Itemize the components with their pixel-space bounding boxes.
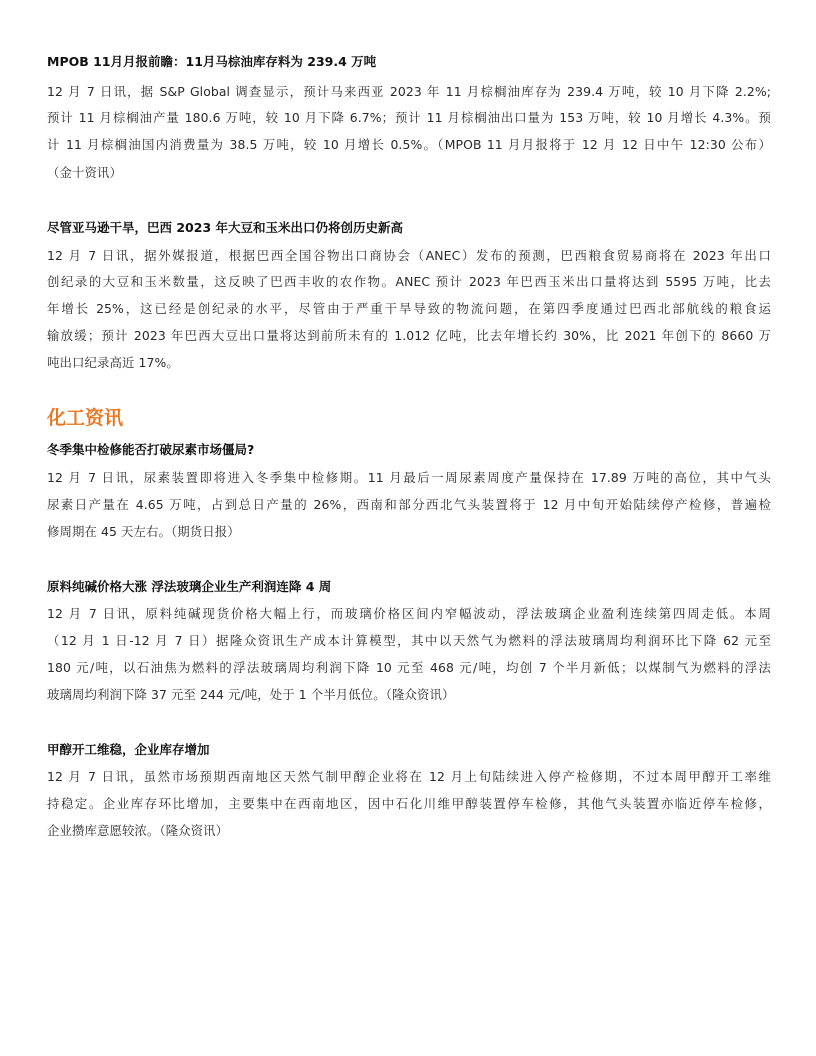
- article-line: 输放缓；预计 2023 年巴西大豆出口量将达到前所未有的 1.012 亿吨，比去年增长约 30%，比 2021 年创下的 8660 万: [47, 328, 771, 343]
- article-line: 12 月 7 日讯，虽然市场预期西南地区天然气制甲醇企业将在 12 月上旬陆续进入停产检修期，不过本周甲醇开工率维: [47, 769, 771, 784]
- section-title-chemical: 化工资讯: [47, 407, 124, 429]
- article-title-mpob: MPOB 11月月报前瞻：11月马棕油库存料为 239.4 万吨: [47, 54, 377, 69]
- article-line: 计 11 月棕榈油国内消费量为 38.5 万吨，较 10 月增长 0.5%。（MPOB 11 月月报将于 12 月 12 日中午 12:30 公布）: [47, 137, 771, 152]
- article-line: 12 月 7 日讯，据 S&P Global 调查显示，预计马来西亚 2023 年 11 月棕榈油库存为 239.4 万吨，较 10 月下降 2.2%;: [47, 84, 771, 99]
- article-line: 年增长 25%，这已经是创纪录的水平，尽管由于严重干旱导致的物流问题，在第四季度通过巴西北部航线的粮食运: [47, 301, 771, 316]
- article-title-urea: 冬季集中检修能否打破尿素市场僵局?: [47, 442, 255, 457]
- article-line: 创纪录的大豆和玉米数量，这反映了巴西丰收的农作物。ANEC 预计 2023 年巴西玉米出口量将达到 5595 万吨，比去: [47, 274, 771, 289]
- article-line: 玻璃周均利润下降 37 元至 244 元/吨，处于 1 个半月低位。（隆众资讯）: [47, 687, 455, 702]
- article-line: 修周期在 45 天左右。（期货日报）: [47, 524, 240, 539]
- article-line: 12 月 7 日讯，尿素装置即将进入冬季集中检修期。11 月最后一周尿素周度产量保持在 17.89 万吨的高位，其中气头: [47, 470, 771, 485]
- article-line: 180 元/吨，以石油焦为燃料的浮法玻璃周均利润下降 10 元至 468 元/吨，均创 7 个半月新低；以煤制气为燃料的浮法: [47, 660, 771, 675]
- article-title-methanol: 甲醇开工维稳，企业库存增加: [47, 742, 210, 757]
- article-line: 12 月 7 日讯，据外媒报道，根据巴西全国谷物出口商协会（ANEC）发布的预测，巴西粮食贸易商将在 2023 年出口: [47, 248, 771, 263]
- article-line: 尿素日产量在 4.65 万吨，占到总日产量的 26%，西南和部分西北气头装置将于 12 月中旬开始陆续停产检修，普遍检: [47, 497, 771, 512]
- article-line: 企业攒库意愿较浓。（隆众资讯）: [47, 823, 229, 838]
- article-title-brazil-exports: 尽管亚马逊干旱，巴西 2023 年大豆和玉米出口仍将创历史新高: [47, 220, 403, 235]
- article-line: （12 月 1 日-12 月 7 日）据隆众资讯生产成本计算模型，其中以天然气为燃料的浮法玻璃周均利润环比下降 62 元至: [47, 633, 771, 648]
- article-line: 12 月 7 日讯，原料纯碱现货价格大幅上行，而玻璃价格区间内窄幅波动，浮法玻璃企业盈利连续第四周走低。本周: [47, 606, 771, 621]
- article-line: 持稳定。企业库存环比增加，主要集中在西南地区，因中石化川维甲醇装置停车检修，其他气头装置亦临近停车检修，: [47, 796, 771, 811]
- article-title-float-glass: 原料纯碱价格大涨 浮法玻璃企业生产利润连降 4 周: [47, 579, 332, 594]
- article-line: 预计 11 月棕榈油产量 180.6 万吨，较 10 月下降 6.7%；预计 11 月棕榈油出口量为 153 万吨，较 10 月增长 4.3%。预: [47, 110, 771, 125]
- article-line: 吨出口纪录高近 17%。: [47, 355, 179, 370]
- article-line: （金十资讯）: [47, 165, 122, 180]
